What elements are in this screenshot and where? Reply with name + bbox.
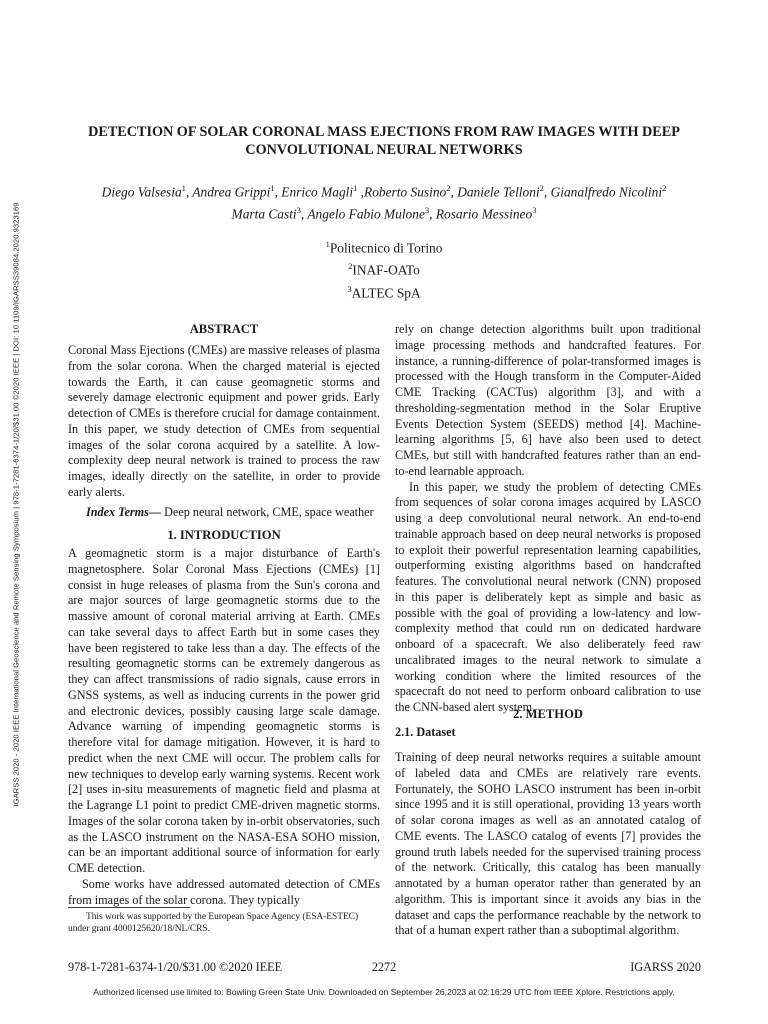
download-notice: Authorized licensed use limited to: Bowling Green State Univ. Downloaded on September 26,2023 at 02:16:29 UTC from IEEE Xplore. Restrictions apply. (93, 987, 675, 997)
author-affiliation-mark: 3 (424, 205, 430, 216)
author-separator: , (185, 184, 193, 200)
affiliation-mark: 3 (347, 283, 352, 294)
affiliation-mark: 1 (325, 239, 330, 249)
footnote-divider (68, 907, 190, 908)
title-line-1: DETECTION OF SOLAR CORONAL MASS EJECTIONS FROM RAW IMAGES WITH DEEP (88, 124, 680, 140)
author-name: Daniele Telloni (457, 184, 540, 200)
side-margin-citation (6, 60, 20, 960)
author-affiliation-mark: 1 (181, 183, 186, 193)
affiliation-item (234, 235, 534, 257)
author-affiliation-mark: 2 (539, 183, 544, 193)
author-separator: , (543, 184, 551, 200)
page-number: 2272 (371, 960, 397, 974)
affiliation-name: Politecnico di Torino (329, 240, 443, 256)
author-affiliation-mark: 3 (532, 205, 537, 216)
introduction-heading: 1. INTRODUCTION (167, 528, 281, 542)
author-name: Angelo Fabio Mulone (307, 206, 425, 222)
dataset-paragraph: Training of deep neural networks requires a suitable amount of labeled data and CMEs are relatively rare events. Fortunately, the SOHO LASCO instrument has been in-orbit since 1995 and it is still operational, providing 13 years worth of solar corona images as well as an annotated catalog of CME events. The LASCO catalog of events [7] provides the ground truth labels needed for the supervised training process of the network. Critically, this catalog has been manually annotated by a human operator rather than generated by an algorithm. This is important since it avoids any bias in the dataset and caps the performance reachable by the network to that of a human expert rather than a suboptimal algorithm. (395, 750, 701, 938)
dataset-body (395, 750, 701, 939)
introduction-paragraph-1: A geomagnetic storm is a major disturbance of Earth's magnetosphere. Solar Coronal Mass Ejections (CMEs) [1] consist in huge releases of plasma from the Sun's corona and are major sources of large geomagnetic storms due to the massive amount of coronal material arriving at Earth. CMEs can take several days to affect Earth but in some cases they have been registered to take less than a day. The effects of the resulting geomagnetic storms can be extremely dangerous as they can affect transmissions of radio signals, cause errors in GNSS systems, as well as inducing currents in the power grid and electronic devices, possibly causing large scale damage. Advance warning of impending geomagnetic storms is therefore vital for damage mitigation. However, it is hard to predict when the next CME will occur. The problem calls for new techniques to develop early warning systems. Recent work [2] uses in-situ measurements of magnetic field and plasma at the Lagrange L1 point to predict CME-driven magnetic storms. Images of the solar corona taken by in-orbit observatories, such as the LASCO instrument on the NASA-ESA SOHO mission, can be an important additional source of information for early CME detection. (68, 546, 380, 875)
introduction-body (68, 546, 380, 908)
dataset-subheading: 2.1. Dataset (395, 725, 456, 739)
index-terms (68, 505, 380, 520)
author-name: Rosario Messineo (435, 206, 533, 222)
author-name: Roberto Susino (364, 184, 447, 200)
author-list (40, 179, 728, 224)
funding-footnote: This work was supported by the European Space Agency (ESA-ESTEC) under grant 4000125620/18/NL/CRS. (68, 912, 359, 934)
abstract-paragraph: Coronal Mass Ejections (CMEs) are massive releases of plasma from the solar corona. When the charged material is ejected towards the Earth, it can cause geomagnetic storms and severely damage electronic equipment and power grids. Early detection of CMEs is therefore crucial for damage containment. In this paper, we study detection of CMEs from sequential images of the solar corona acquired by a satellite. A low-complexity deep neural network is trained to process the raw images, ideally directly on the satellite, in order to provide early alerts. (68, 343, 380, 499)
abstract-heading: ABSTRACT (189, 322, 259, 336)
paper-title (60, 123, 708, 159)
side-citation-text: IGARSS 2020 - 2020 IEEE International Geoscience and Remote Sensing Symposium | 978-1-7281-6374-1/20/$31.00 ©2020 IEEE | DOI: 10.1109/IGARSS39084.2020.9323169 (11, 202, 21, 807)
author-name: Gianalfredo Nicolini (550, 184, 663, 200)
author-name: Enrico Magli (281, 184, 354, 200)
method-heading: 2. METHOD (513, 707, 583, 721)
introduction-paragraph-2: Some works have addressed automated detection of CMEs from images of the solar corona. They typically (68, 876, 380, 907)
index-terms-label: Index Terms— (86, 505, 162, 519)
affiliation-item (234, 257, 534, 279)
affiliation-mark: 2 (348, 261, 353, 272)
author-separator: , (450, 184, 458, 200)
author-name: Diego Valsesia (101, 184, 182, 200)
author-separator: , (300, 206, 308, 222)
author-separator: , (429, 206, 436, 222)
right-column-intro (395, 322, 701, 716)
author-affiliation-mark: 2 (662, 183, 667, 193)
author-separator: , (357, 184, 365, 200)
author-name: Andrea Grippi (192, 184, 271, 200)
author-affiliation-mark: 1 (270, 183, 275, 193)
author-name: Marta Casti (231, 206, 297, 222)
affiliation-list (234, 235, 534, 302)
affiliation-name: INAF-OATo (352, 262, 420, 278)
author-line-1 (40, 179, 728, 201)
title-line-2: CONVOLUTIONAL NEURAL NETWORKS (245, 142, 523, 158)
author-affiliation-mark: 3 (296, 205, 301, 216)
author-affiliation-mark: 1 (353, 183, 358, 193)
author-affiliation-mark: 2 (446, 183, 451, 193)
author-separator: , (274, 184, 282, 200)
affiliation-name: ALTEC SpA (351, 285, 421, 301)
footer-venue: IGARSS 2020 (630, 960, 701, 974)
contribution-paragraph: In this paper, we study the problem of detecting CMEs from sequences of solar corona images acquired by LASCO using a deep convolutional neural network. An end-to-end trainable approach based on deep neural networks is proposed to exploit their powerful representation learning capabilities, outperforming existing algorithms based on handcrafted features. The convolutional neural network (CNN) proposed in this paper is deliberately kept as simple and basic as possible with the goal of providing a low-latency and low-complexity method that could run on dedicated hardware onboard of a spacecraft. We also deliberately feed raw uncalibrated images to the neural network to simulate a working condition where the limited resources of the spacecraft do not need to perform onboard calibration to use the CNN-based alert system. (395, 479, 701, 714)
index-terms-text: Deep neural network, CME, space weather (161, 505, 374, 519)
affiliation-item (234, 280, 534, 302)
related-work-paragraph: rely on change detection algorithms built upon traditional image processing methods and handcrafted features. For instance, a running-difference of polar-transformed images is processed with the Hough transform in the Computer-Aided CME Tracking (CACTus) algorithm [3], and with a thresholding-segmentation method in the Solar Eruptive Events Detection System (SEEDS) method [4]. Machine-learning algorithms [5, 6] have also been used to detect CMEs, but still with handcrafted features rather than an end-to-end learnable approach. (395, 322, 701, 478)
author-line-2 (40, 201, 728, 223)
abstract-body (68, 343, 380, 501)
footer-isbn: 978-1-7281-6374-1/20/$31.00 ©2020 IEEE (68, 960, 283, 974)
